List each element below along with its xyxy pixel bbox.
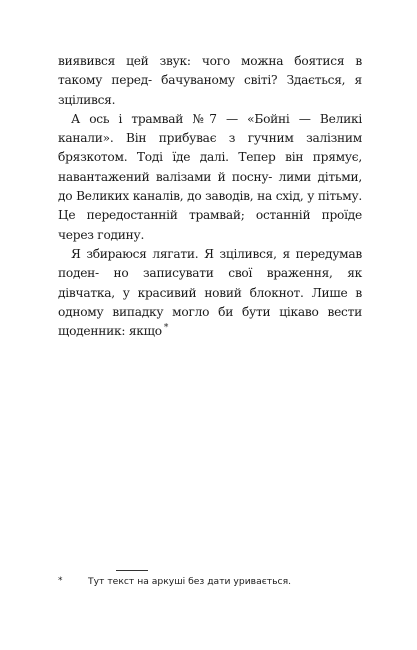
line: новий блокнот. Лише в одному випадку могло би бути (58, 285, 362, 319)
line: цікаво вести щоденник: якщо (58, 304, 363, 339)
line: Тепер він прямує, навантажений валізами й посну- (58, 150, 362, 184)
footnote-text: Тут текст на аркуші без дати уривається. (88, 576, 292, 587)
line: Я збираюся лягати. Я зцілився, я передумав поден- (58, 246, 362, 281)
paragraph-2 (58, 110, 362, 245)
footnote-marker: * (58, 576, 63, 586)
line: через годину. (58, 227, 145, 242)
line: но записувати свої враження, як дівчатка, у красивий (58, 266, 363, 300)
line: А ось і трамвай №7 — «Бойні — Великі канали». Він (58, 111, 362, 146)
footnote-reference[interactable]: * (163, 323, 169, 334)
line: прибуває з гучним залізним брязкотом. Тоді їде далі. (58, 131, 363, 165)
line: бачуваному світі? Здається, я зцілився. (58, 73, 362, 107)
paragraph-1 (58, 52, 362, 110)
line: у пітьму. Це передостанній трамвай; останній проїде (58, 189, 363, 223)
paragraph-3 (58, 245, 362, 341)
footnote-divider (116, 570, 148, 571)
body-text (58, 52, 362, 341)
line: виявився цей звук: чого можна боятися в такому перед- (58, 54, 362, 88)
line: лими дітьми, до Великих каналів, до заводів, на схід, (58, 169, 362, 204)
